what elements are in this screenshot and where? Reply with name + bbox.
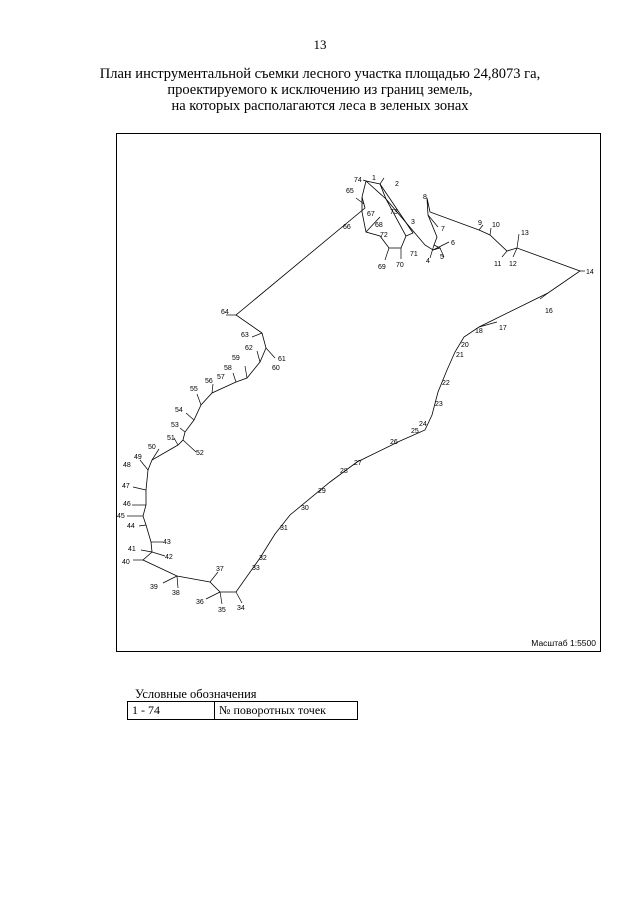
point-label: 46 [123, 501, 131, 508]
point-label: 62 [245, 345, 253, 352]
page-title [60, 66, 580, 114]
page-number: 13 [313, 37, 327, 52]
point-label: 64 [221, 309, 229, 316]
title-line-2: проектируемого к исключению из границ земель, [167, 82, 473, 98]
point-label: 9 [478, 220, 482, 227]
point-label: 27 [354, 460, 362, 467]
point-label: 5 [440, 254, 444, 261]
boundary-line [143, 181, 580, 592]
point-label: 57 [217, 374, 225, 381]
point-label: 7 [441, 226, 445, 233]
point-label: 50 [148, 444, 156, 451]
point-label: 1 [372, 175, 376, 182]
point-label: 45 [117, 513, 125, 520]
legend-table [127, 701, 358, 720]
title-line-3: на которых располагаются леса в зеленых зонах [171, 98, 469, 114]
point-label: 47 [122, 483, 130, 490]
point-label: 18 [475, 328, 483, 335]
point-label: 11 [494, 261, 502, 268]
point-label: 68 [375, 222, 383, 229]
point-label: 55 [190, 386, 198, 393]
point-label: 48 [123, 462, 131, 469]
point-label: 70 [396, 262, 404, 269]
point-label: 20 [461, 342, 469, 349]
point-label: 41 [128, 546, 136, 553]
point-label: 34 [237, 605, 245, 612]
point-label: 65 [346, 188, 354, 195]
point-label: 72 [380, 232, 388, 239]
map-scale: Масштаб 1:5500 [531, 638, 596, 648]
point-label: 38 [172, 590, 180, 597]
point-label: 28 [340, 468, 348, 475]
point-label: 29 [318, 488, 326, 495]
point-label: 14 [586, 269, 594, 276]
point-label: 23 [435, 401, 443, 408]
point-label: 3 [411, 219, 415, 226]
point-label: 51 [167, 435, 175, 442]
point-label: 43 [163, 539, 171, 546]
point-label: 73 [390, 209, 398, 216]
point-label: 32 [259, 555, 267, 562]
point-label: 58 [224, 365, 232, 372]
point-label: 56 [205, 378, 213, 385]
point-label: 39 [150, 584, 158, 591]
point-label: 17 [499, 325, 507, 332]
point-label: 63 [241, 332, 249, 339]
point-label: 8 [423, 194, 427, 201]
point-label: 37 [216, 566, 224, 573]
survey-plan-map [116, 133, 601, 652]
point-label: 13 [521, 230, 529, 237]
point-label: 49 [134, 454, 142, 461]
point-label: 4 [426, 258, 430, 265]
point-label: 12 [509, 261, 517, 268]
point-label: 69 [378, 264, 386, 271]
map-frame [116, 133, 601, 652]
point-label: 33 [252, 565, 260, 572]
point-label: 66 [343, 224, 351, 231]
point-label: 21 [456, 352, 464, 359]
legend-title: Условные обозначения [135, 687, 257, 701]
point-label: 40 [122, 559, 130, 566]
title-line-1: План инструментальной съемки лесного участка площадью 24,8073 га, [99, 66, 541, 82]
point-label: 6 [451, 240, 455, 247]
point-label: 71 [410, 251, 418, 258]
legend-symbol: 1 - 74 [128, 702, 215, 720]
point-label: 74 [354, 177, 362, 184]
point-label: 36 [196, 599, 204, 606]
point-label: 24 [419, 421, 427, 428]
point-label: 52 [196, 450, 204, 457]
legend-row [128, 702, 358, 720]
point-label: 59 [232, 355, 240, 362]
point-label: 60 [272, 365, 280, 372]
legend-description: № поворотных точек [215, 702, 358, 720]
point-label: 42 [165, 554, 173, 561]
point-label: 10 [492, 222, 500, 229]
point-label: 25 [411, 428, 419, 435]
point-label: 26 [390, 439, 398, 446]
point-label: 44 [127, 523, 135, 530]
point-label: 22 [442, 380, 450, 387]
point-label: 35 [218, 607, 226, 614]
point-label: 67 [367, 211, 375, 218]
point-labels [117, 175, 594, 614]
point-label: 2 [395, 181, 399, 188]
point-label: 54 [175, 407, 183, 414]
point-label: 53 [171, 422, 179, 429]
point-label: 30 [301, 505, 309, 512]
point-label: 16 [545, 308, 553, 315]
point-label: 61 [278, 356, 286, 363]
point-label: 31 [280, 525, 288, 532]
